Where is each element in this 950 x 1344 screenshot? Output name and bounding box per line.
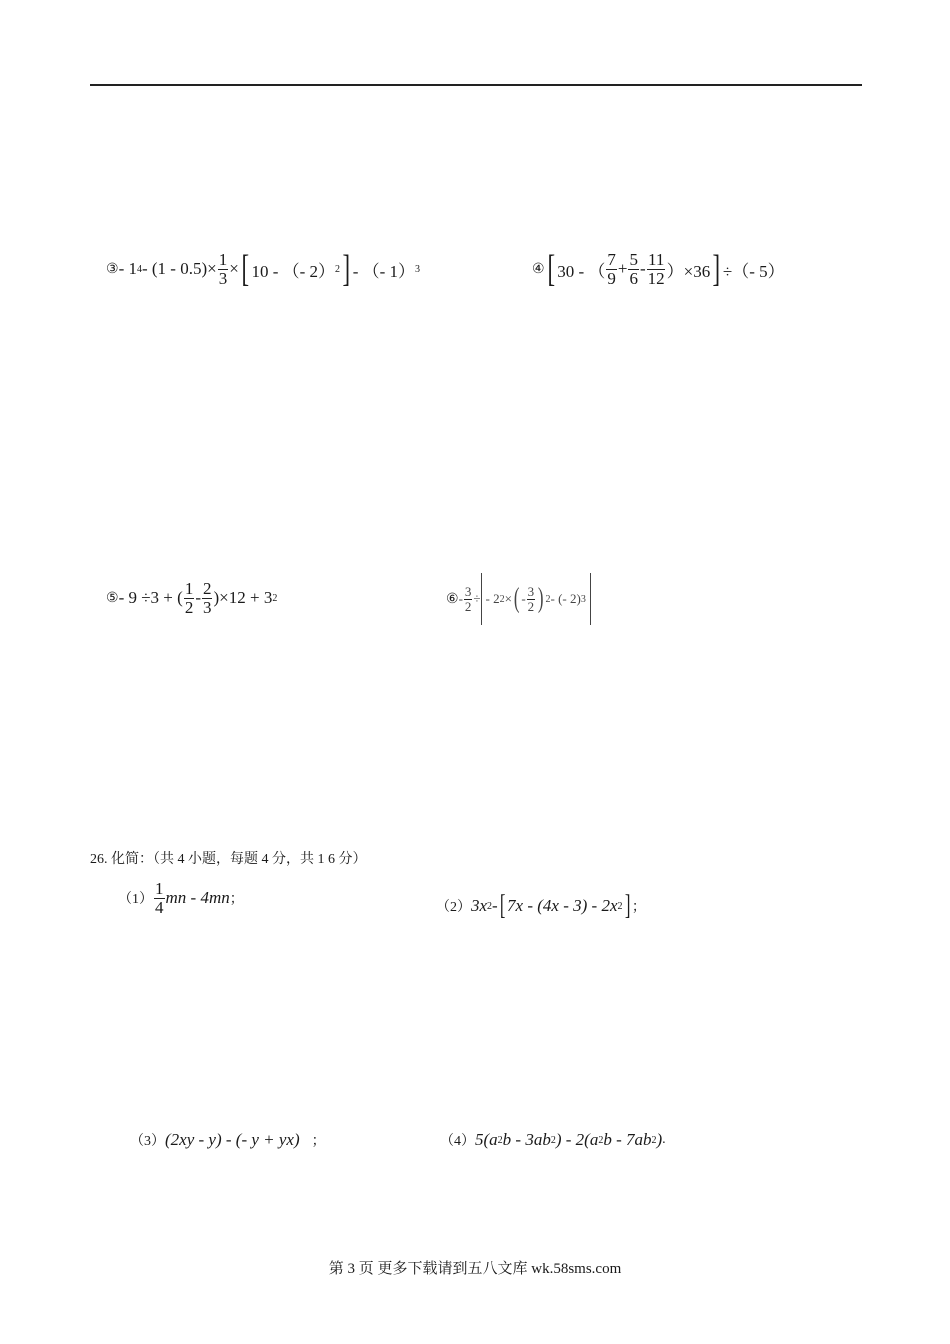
question-1 [118,880,244,917]
p6-term5-exp: 3 [580,593,586,605]
p3-term5-exp: 3 [415,263,421,275]
p5-fraction-1: $\frac{1}{2}$ [184,579,194,617]
q4-part3: ) - 2(a [555,1130,599,1149]
p5-term2: )×12 + 3 [213,588,273,608]
q2-term2: - [492,896,498,915]
p4-fraction-2: $\frac{5}{6}$ [629,249,638,288]
p6-term4-exp: 2 [545,593,551,605]
p3-left-bracket: [ [241,248,249,290]
q4-part5: ) [656,1130,663,1149]
p3-term4-exp: 2 [335,263,341,275]
p6-term4: - [521,591,526,606]
q4-exp2: 2 [550,1134,556,1146]
q2-term1-exp: 2 [487,900,493,912]
question-4 [440,1130,666,1150]
problem-5-marker: ⑤ [106,590,119,606]
p6-term0: - [458,591,463,606]
question-4-label: （4） [440,1134,475,1149]
p3-fraction: $\frac{1}{3}$ [218,249,228,288]
q2-end: ； [631,900,646,915]
p4-fraction-1: $\frac{7}{9}$ [607,249,616,288]
q2-term3-exp: 2 [617,900,623,912]
q3-expression: (2xy - y) - (- y + yx) [165,1130,300,1149]
q3-end: ； [311,1134,326,1149]
question-3-label: （3） [130,1134,165,1149]
q1-expression: mn - 4mn [165,888,230,908]
p4-left-bracket: [ [547,248,555,290]
problem-4 [532,250,785,288]
p6-bracket-group [481,573,591,625]
q4-part1: 5(a [475,1130,498,1149]
p6-term2: - 2 [485,591,500,606]
q4-part2: b - 3ab [502,1130,551,1149]
q2-term3: 7x - (4x - 3) - 2x [507,896,618,915]
p3-right-bracket: ] [342,248,351,290]
question-2 [436,892,646,920]
p6-term2-exp: 2 [499,593,505,605]
section-26-heading: 26. 化简：（共 4 小题，每题 4 分，共 1 6 分） [90,852,367,867]
p6-term5: - (- 2) [550,591,581,606]
problem-4-marker: ④ [532,261,545,277]
p4-fraction-3: $\frac{11}{12}$ [647,249,665,288]
question-2-label: （2） [436,900,471,915]
p4-right-bracket: ] [712,248,721,290]
p5-op: - [195,588,201,608]
p6-right-paren: ) [538,583,544,614]
p4-op2: - [639,259,646,278]
q4-exp4: 2 [651,1134,657,1146]
p6-term3: × [504,591,512,606]
p3-term2: - (1 - 0.5)× [141,259,217,278]
p5-term1: - 9 ÷3 + ( [118,588,183,608]
q4-end: . [662,1132,666,1147]
header-rule [90,84,862,86]
p4-term1: 30 - （ [557,261,606,281]
problem-6-marker: ⑥ [446,591,459,607]
q4-exp3: 2 [598,1134,604,1146]
p3-term1-exp: 4 [136,263,142,275]
problem-3-marker: ③ [106,261,119,277]
question-3 [130,1130,326,1150]
q4-part4: b - 7ab [603,1130,652,1149]
q1-fraction: $\frac{1}{4}$ [155,879,164,917]
q2-term1: 3x [471,896,488,915]
q1-end: ； [229,892,244,908]
page-footer: 第 3 页 更多下载请到五八文库 wk.58sms.com [328,1261,622,1277]
p3-term5: - （- 1） [352,261,416,281]
p6-fraction-1: $\frac{3}{2}$ [464,583,472,614]
q4-exp1: 2 [497,1134,503,1146]
p4-term2: ）×36 [666,261,711,281]
p3-term4: 10 - （- 2） [251,261,336,281]
p6-left-paren: ( [513,583,520,614]
p3-times: × [229,259,239,278]
q2-left-bracket: [ [499,890,506,921]
p4-term3: ÷（- 5） [722,261,785,281]
q2-right-bracket: ] [624,890,630,921]
question-1-label: （1） [118,892,153,908]
p6-fraction-2: $\frac{3}{2}$ [527,583,535,614]
p5-fraction-2: $\frac{2}{3}$ [202,579,212,617]
p3-term1: - 1 [118,259,137,278]
problem-6 [446,573,591,625]
p4-op1: + [617,259,628,278]
p6-term1: ÷ [473,591,481,606]
problem-3 [106,250,420,288]
problem-5 [106,580,277,617]
p5-term2-exp: 2 [272,592,278,604]
